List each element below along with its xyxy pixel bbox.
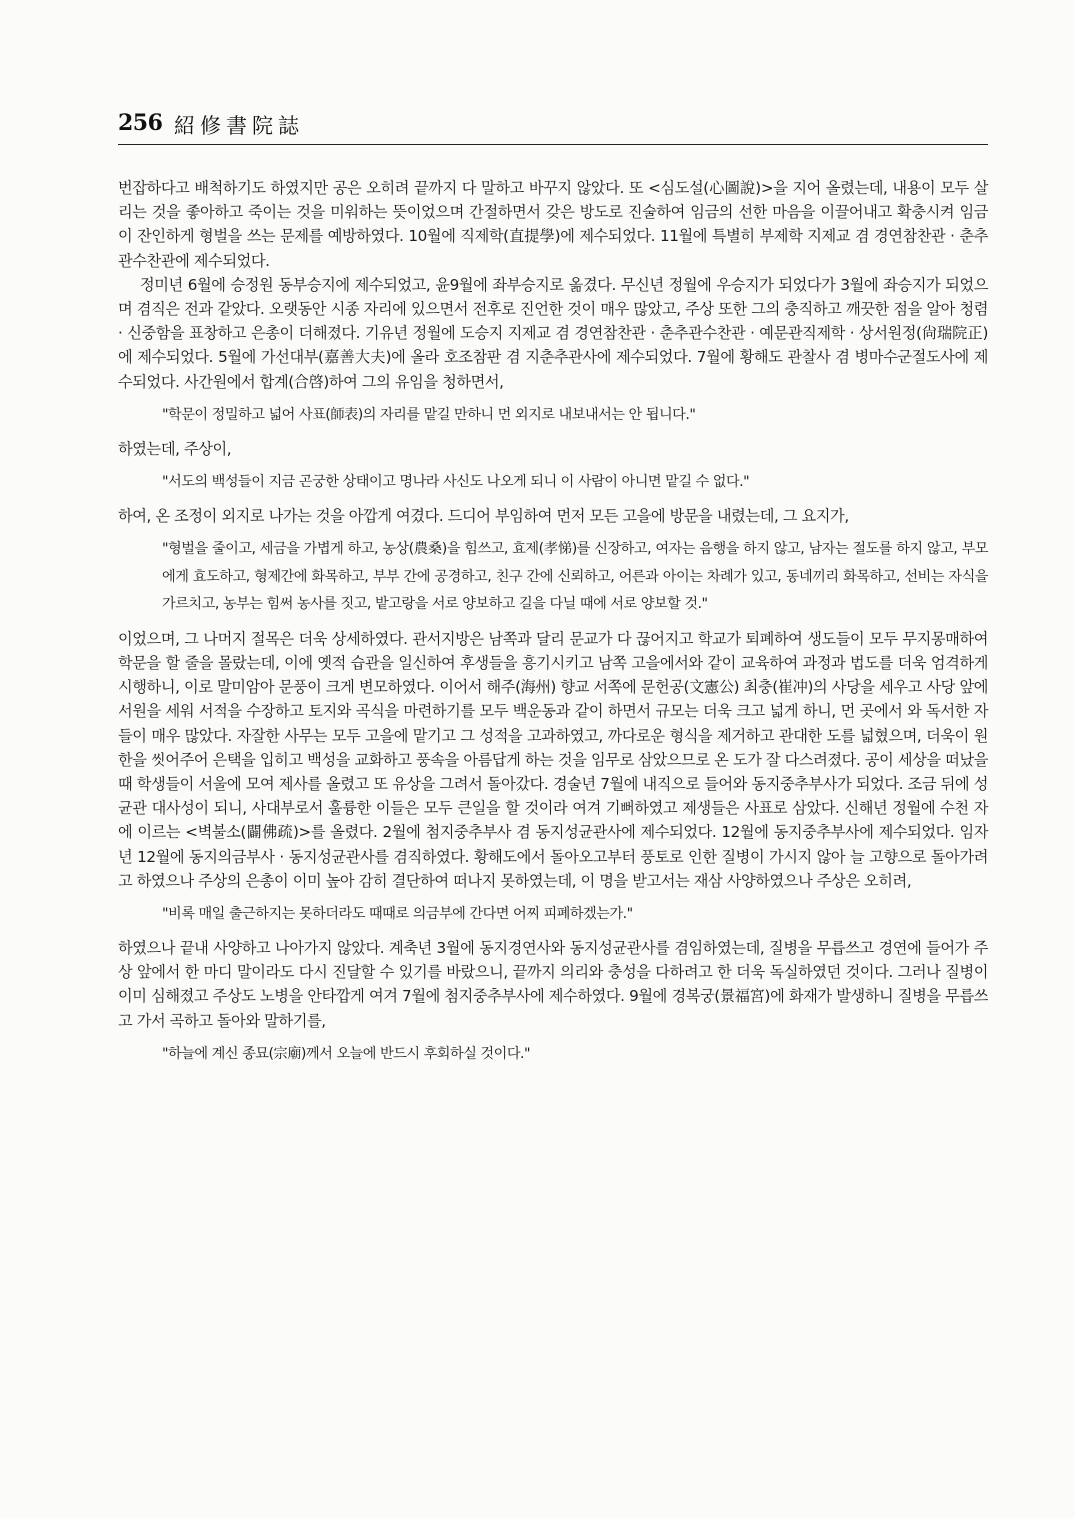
page-number: 256 [118,110,163,136]
block-quote: "서도의 백성들이 지금 곤궁한 상태이고 명나라 사신도 나오게 되니 이 사람이 아니면 맡길 수 없다." [162,474,750,491]
paragraph: 정미년 6월에 승정원 동부승지에 제수되었고, 윤9월에 좌부승지로 옮겼다. 무신년 정월에 우승지가 되었다가 3월에 좌승지가 되었으며 겸직은 전과 같았다. 오랫동안 시종 자리에 있으면서 전후로 진언한 것이 매우 많았고, 주상 또한 그의 충직하고 깨끗한 점을 알아 청렴 · 신중함을 표창하고 은총이 더해졌다. 기유년 정월에 도승지 지제교 겸 경연참찬관 · 춘추관수찬관 · 예문관직제학 · 상서원정(尙瑞院正)에 제수되었다. 5월에 가선대부(嘉善大夫)에 올라 호조참판 겸 지춘추관사에 제수되었다. 7월에 황해도 관찰사 겸 병마수군절도사에 제수되었다. 사간원에서 합계(合啓)하여 그의 유임을 청하면서, [118,275,988,391]
paragraph: 하였으나 끝내 사양하고 나아가지 않았다. 계축년 3월에 동지경연사와 동지성균관사를 겸임하였는데, 질병을 무릅쓰고 경연에 들어가 주상 앞에서 한 마디 말이라도 다시 진달할 수 있기를 바랐으니, 끝까지 의리와 충성을 다하려고 한 더욱 독실하였던 것이다. 그러나 질병이 이미 심해졌고 주상도 노병을 안타깝게 여겨 7월에 첨지중추부사에 제수하였다. 9월에 경복궁(景福宮)에 화재가 발생하니 질병을 무릅쓰고 가서 곡하고 돌아와 말하기를, [118,938,988,1030]
block-quote: "비록 매일 출근하지는 못하더라도 때때로 의금부에 간다면 어찌 피폐하겠는가." [162,905,633,922]
book-title: 紹修書院誌 [174,114,304,138]
block-quote: "하늘에 계신 종묘(宗廟)께서 오늘에 반드시 후회하실 것이다." [162,1045,531,1062]
paragraph: 하였는데, 주상이, [118,439,232,458]
page-header [118,108,988,145]
paragraph: 번잡하다고 배척하기도 하였지만 공은 오히려 끝까지 다 말하고 바꾸지 않았다. 또 <심도설(心圖說)>을 지어 올렸는데, 내용이 모두 살리는 것을 좋아하고 죽이는 것을 미워하는 뜻이었으며 간절하면서 갖은 방도로 진술하여 임금의 선한 마음을 이끌어내고 확충시켜 임금이 잔인하게 형벌을 쓰는 문제를 예방하였다. 10월에 직제학(直提學)에 제수되었다. 11월에 특별히 부제학 지제교 겸 경연참찬관 · 춘추관수찬관에 제수되었다. [118,179,988,270]
block-quote: "형벌을 줄이고, 세금을 가볍게 하고, 농상(農桑)을 힘쓰고, 효제(孝悌)를 신장하고, 여자는 음행을 하지 않고, 남자는 절도를 하지 않고, 부모에게 효도하고, 형제간에 화목하고, 부부 간에 공경하고, 친구 간에 신뢰하고, 어른과 아이는 차례가 있고, 동네끼리 화목하고, 선비는 자식을 가르치고, 농부는 힘써 농사를 짓고, 밭고랑을 서로 양보하고 길을 다닐 때에 서로 양보할 것." [162,541,988,613]
block-quote: "학문이 정밀하고 넓어 사표(師表)의 자리를 맡길 만하니 먼 외지로 내보내서는 안 됩니다." [162,406,696,423]
paragraph: 하여, 온 조정이 외지로 나가는 것을 아깝게 여겼다. 드디어 부임하여 먼저 모든 고을에 방문을 내렸는데, 그 요지가, [118,507,849,526]
paragraph: 이었으며, 그 나머지 절목은 더욱 상세하였다. 관서지방은 남쪽과 달리 문교가 다 끊어지고 학교가 퇴폐하여 생도들이 모두 무지몽매하여 학문을 할 줄을 몰랐는데, 이에 옛적 습관을 일신하여 후생들을 흥기시키고 남쪽 고을에서와 같이 교육하여 과정과 법도를 더욱 엄격하게 시행하니, 이로 말미암아 문풍이 크게 변모하였다. 이어서 해주(海州) 향교 서쪽에 문헌공(文憲公) 최충(崔冲)의 사당을 세우고 사당 앞에 서원을 세워 서적을 수장하고 토지와 곡식을 마련하기를 모두 백운동과 같이 하면서 규모는 더욱 크고 넓게 하니, 먼 곳에서 와 독서한 자들이 매우 많았다. 자잘한 사무는 모두 고을에 맡기고 그 성적을 고과하였고, 까다로운 형식을 제거하고 관대한 도를 넓혔으며, 더욱이 원한을 씻어주어 은택을 입히고 백성을 교화하고 풍속을 아름답게 하는 것을 임무로 삼았으므로 온 도가 잘 다스려졌다. 공이 세상을 떠났을 때 학생들이 서울에 모여 제사를 올렸고 또 유상을 그려서 돌아갔다. 경술년 7월에 내직으로 들어와 동지중추부사가 되었다. 조금 뒤에 성균관 대사성이 되니, 사대부로서 훌륭한 이들은 모두 큰일을 할 것이라 여겨 기뻐하였고 제생들은 사표로 삼았다. 신해년 정월에 수천 자에 이르는 <벽불소(闢佛疏)>를 올렸다. 2월에 첨지중추부사 겸 동지성균관사에 제수되었다. 12월에 동지중추부사에 제수되었다. 임자년 12월에 동지의금부사 · 동지성균관사를 겸직하였다. 황해도에서 돌아오고부터 풍토로 인한 질병이 가시지 않아 늘 고향으로 돌아가려고 하였으나 주상의 은총이 이미 높아 감히 결단하여 떠나지 못하였는데, 이 명을 받고서는 재삼 사양하였으나 주상은 오히려, [118,629,988,890]
body-text [118,176,988,1076]
